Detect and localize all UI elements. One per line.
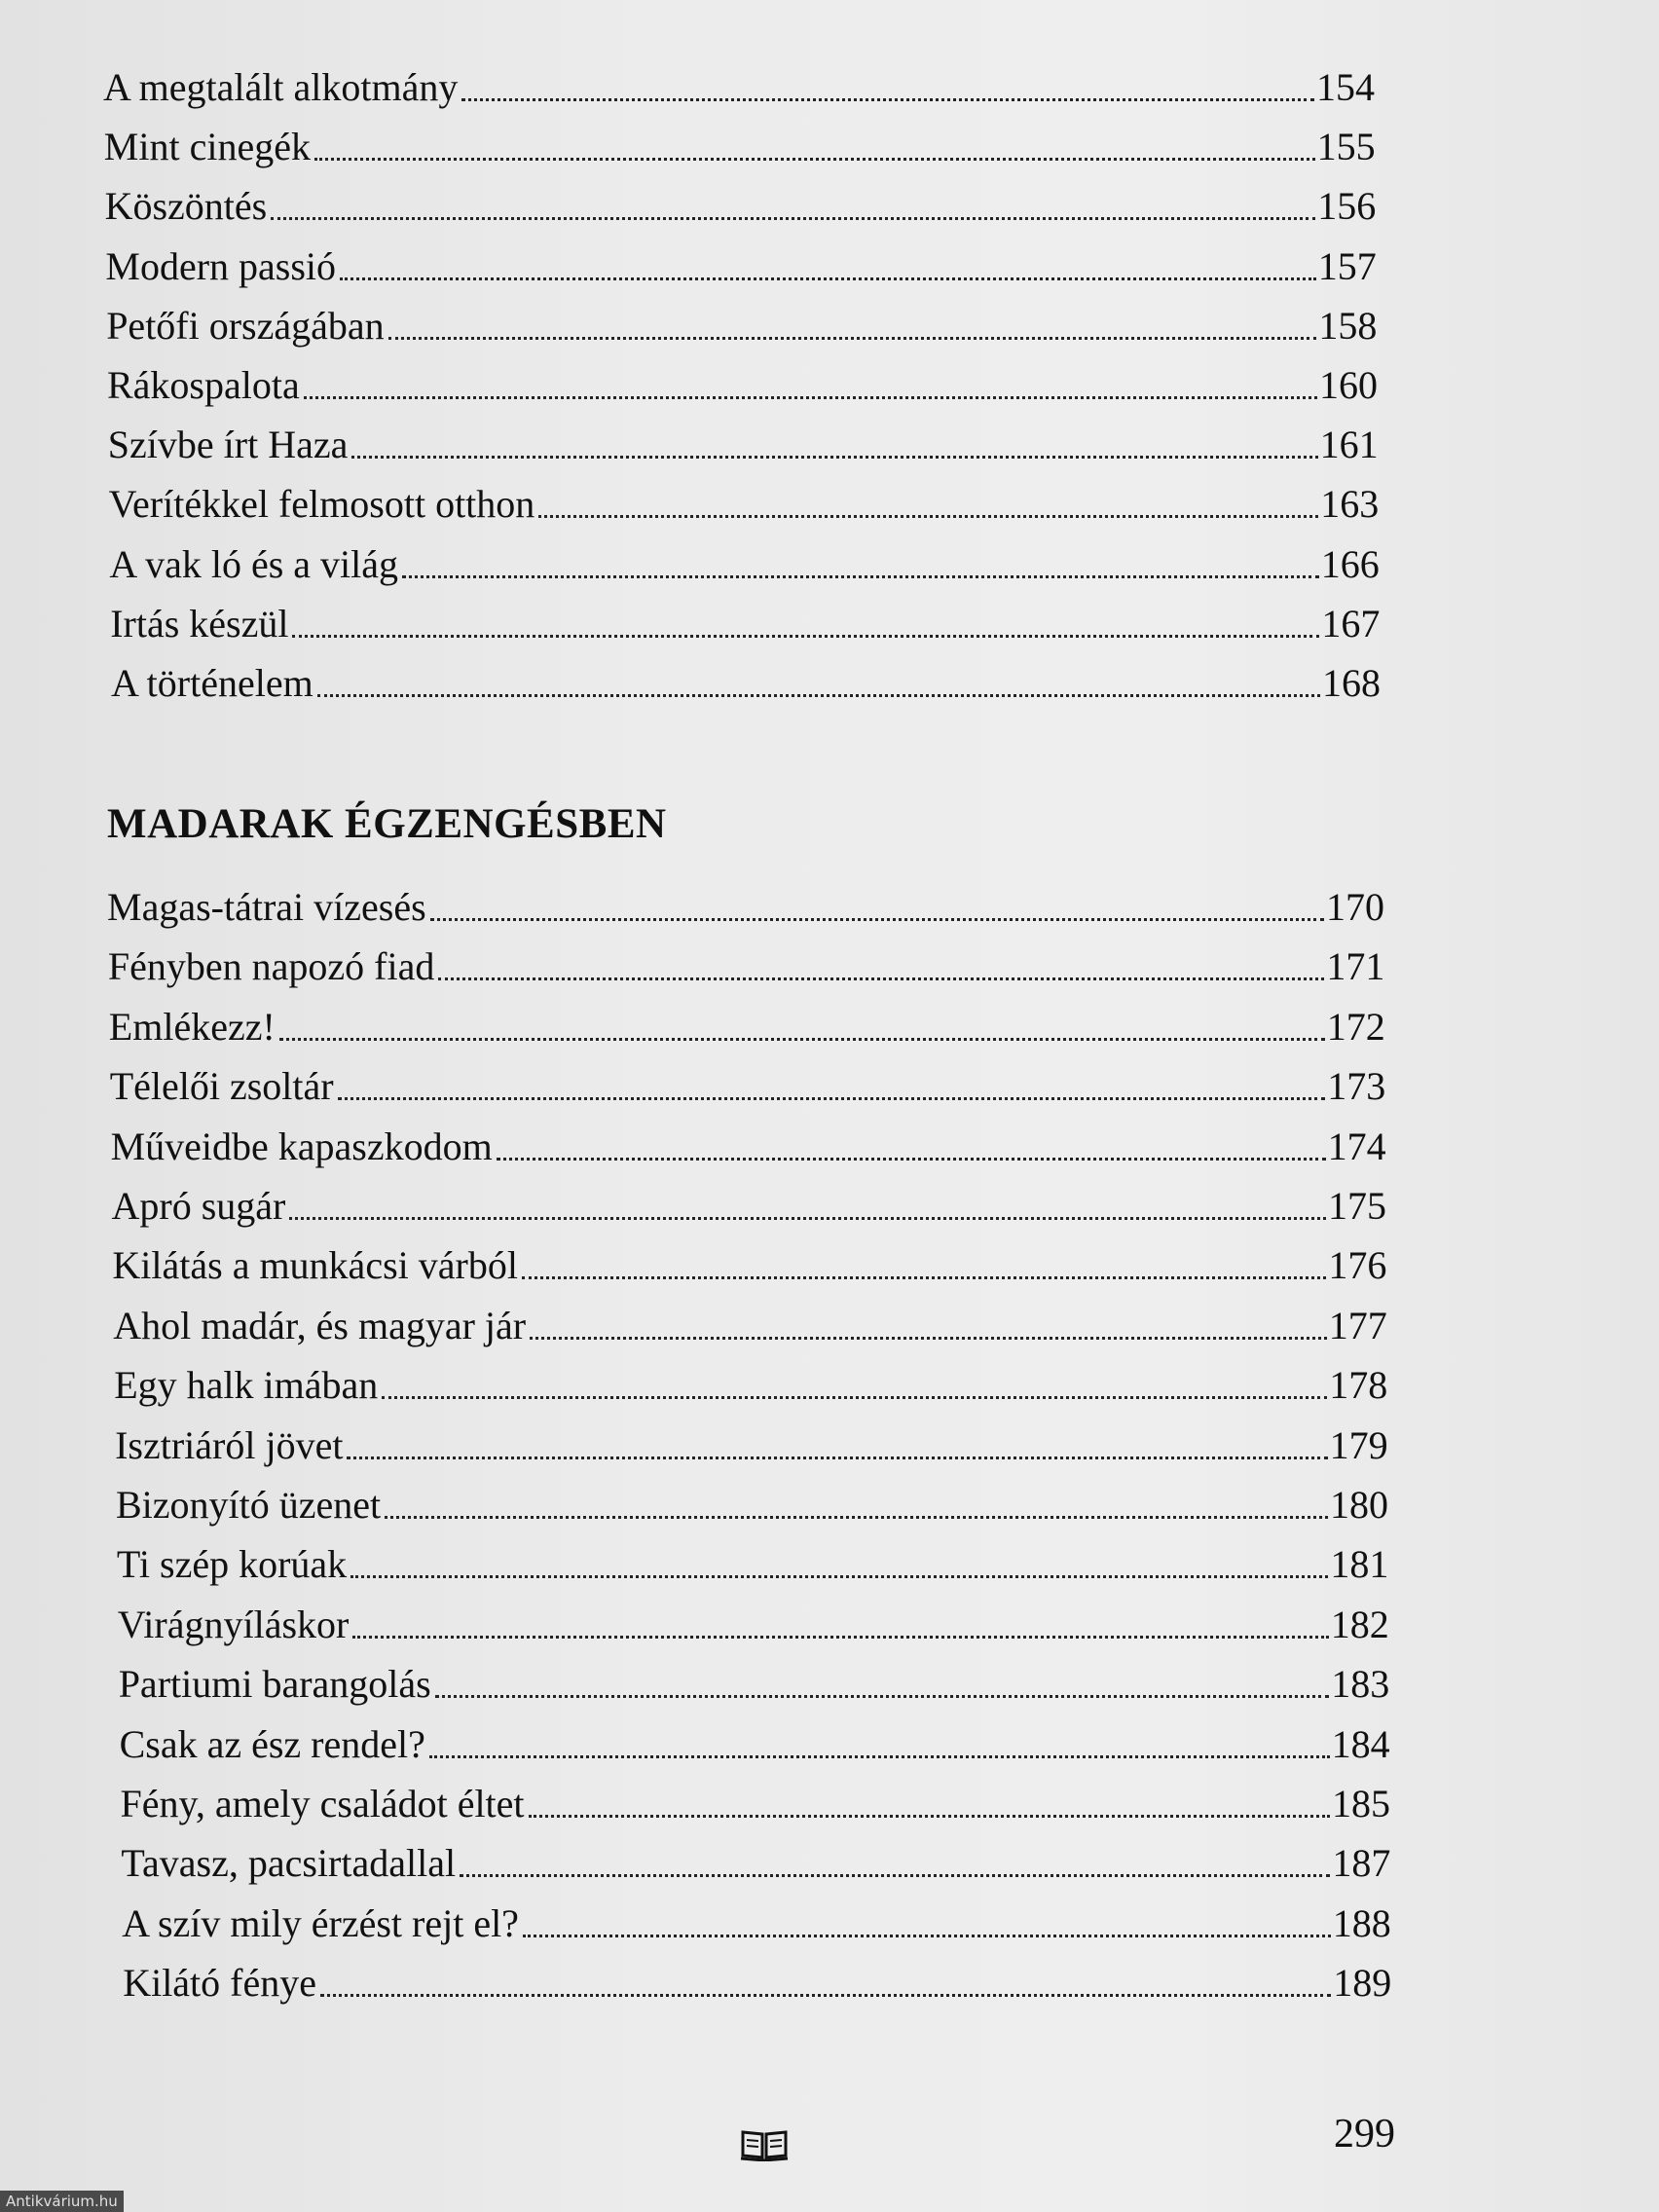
dot-leader: [317, 694, 1320, 697]
dot-leader: [429, 1755, 1330, 1758]
toc-entry-page: 182: [1330, 1602, 1389, 1646]
toc-entry-page: 171: [1326, 944, 1385, 989]
dot-leader: [523, 1935, 1331, 1937]
toc-entry: [111, 1124, 1386, 1170]
toc-entry-title: Modern passió: [105, 243, 337, 288]
toc-entry-page: 185: [1332, 1782, 1390, 1825]
toc-entry-title: Műveidbe kapaszkodom: [110, 1124, 493, 1168]
toc-entry: [109, 541, 1379, 588]
toc-entry: [108, 422, 1379, 468]
toc-entry-page: 179: [1329, 1422, 1388, 1467]
toc-entry-page: 172: [1326, 1004, 1385, 1049]
toc-entry-title: Köszöntés: [104, 184, 268, 229]
toc-entry-title: Ti szép korúak: [116, 1542, 348, 1587]
toc-entry-page: 168: [1322, 661, 1381, 705]
dot-leader: [529, 1815, 1330, 1818]
dot-leader: [388, 337, 1317, 340]
toc-entry: [122, 1900, 1391, 1947]
dot-leader: [497, 1158, 1326, 1161]
toc-entry-page: 166: [1320, 541, 1380, 586]
watermark: Antikvárium.hu: [0, 2191, 124, 2212]
toc-entry: [121, 1840, 1390, 1887]
toc-entry: [116, 1482, 1388, 1529]
toc-entry-title: Csak az ész rendel?: [119, 1721, 425, 1766]
toc-entry: [118, 1602, 1389, 1648]
toc-entry: [106, 303, 1377, 350]
dot-leader: [402, 575, 1319, 578]
dot-leader: [320, 1994, 1331, 1997]
toc-entry: [105, 183, 1377, 230]
toc-entry-page: 174: [1327, 1124, 1386, 1168]
toc-entry: [121, 1781, 1391, 1827]
toc-entry: [115, 1422, 1388, 1469]
toc-entry-page: 189: [1333, 1961, 1392, 2006]
open-book-icon: [740, 2128, 789, 2161]
toc-entry-page: 157: [1317, 243, 1377, 288]
dot-leader: [271, 217, 1315, 220]
toc-entry-title: Emlékezz!: [108, 1004, 276, 1049]
toc-entry-page: 177: [1328, 1303, 1387, 1347]
toc-entry: [103, 64, 1375, 111]
toc-entry-title: Irtás készül: [110, 601, 289, 645]
dot-leader: [461, 98, 1314, 101]
dot-leader: [351, 456, 1317, 459]
dot-leader: [292, 635, 1319, 638]
dot-leader: [340, 277, 1316, 280]
toc-entry: [119, 1661, 1390, 1708]
toc-entry-page: 170: [1326, 885, 1384, 929]
dot-leader: [352, 1636, 1328, 1639]
toc-entry-page: 178: [1329, 1363, 1388, 1408]
toc-entry-page: 167: [1321, 601, 1381, 645]
toc-entry-title: Télelői zsoltár: [109, 1064, 334, 1109]
dot-leader: [385, 1516, 1328, 1519]
toc-entry-title: A történelem: [111, 661, 313, 705]
toc-entry-page: 180: [1330, 1483, 1388, 1527]
toc-entry: [110, 601, 1380, 647]
toc-entry-page: 155: [1316, 125, 1376, 169]
dot-leader: [522, 1276, 1326, 1279]
toc-entry: [112, 1242, 1386, 1289]
toc-entry-title: Partiumi barangolás: [118, 1662, 431, 1707]
toc-entry-page: 184: [1331, 1721, 1390, 1766]
toc-entry-title: Magas-tátrai vízesés: [107, 885, 426, 929]
section-heading: MADARAK ÉGZENGÉSBEN: [107, 801, 667, 847]
toc-entry-page: 175: [1328, 1184, 1386, 1228]
toc-entry: [123, 1960, 1391, 2007]
toc-entry-page: 160: [1319, 363, 1378, 407]
toc-entry-page: 158: [1318, 303, 1378, 348]
dot-leader: [338, 1097, 1326, 1100]
dot-leader: [538, 515, 1318, 518]
toc-entry: [109, 481, 1380, 528]
toc-entry-title: Virágnyíláskor: [117, 1602, 350, 1646]
toc-entry-title: Tavasz, pacsirtadallal: [121, 1841, 457, 1886]
toc-entry: [104, 124, 1376, 170]
dot-leader: [435, 1695, 1329, 1698]
dot-leader: [382, 1396, 1327, 1399]
toc-entry: [112, 1183, 1387, 1230]
toc-entry-title: Rákospalota: [107, 363, 300, 407]
dot-leader: [289, 1217, 1326, 1220]
toc-entry-title: Petőfi országában: [106, 303, 385, 348]
toc-entry-title: Kilátás a munkácsi várból: [112, 1243, 518, 1288]
toc-entry-page: 176: [1328, 1243, 1387, 1288]
dot-leader: [314, 158, 1315, 161]
toc-entry: [114, 1362, 1387, 1409]
toc-entry-title: Egy halk imában: [114, 1363, 379, 1408]
toc-entry: [105, 243, 1376, 290]
toc-entry: [120, 1721, 1390, 1768]
toc-entry-title: Bizonyító üzenet: [116, 1483, 382, 1527]
toc-entry-title: A megtalált alkotmány: [103, 65, 459, 109]
toc-entry-page: 173: [1327, 1064, 1386, 1109]
toc-entry: [107, 884, 1384, 931]
toc-entry-title: Ahol madár, és magyar jár: [113, 1303, 527, 1347]
dot-leader: [347, 1456, 1327, 1459]
toc-entry-title: Fény, amely családot éltet: [120, 1782, 525, 1825]
toc-entry: [113, 1303, 1387, 1349]
toc-entry: [108, 943, 1385, 990]
toc-entry-page: 161: [1319, 423, 1379, 467]
dot-leader: [438, 977, 1324, 980]
toc-entry: [109, 1004, 1385, 1051]
toc-entry-title: A szív mily érzést rejt el?: [122, 1900, 519, 1945]
dot-leader: [350, 1575, 1328, 1578]
toc-entry-page: 187: [1332, 1841, 1391, 1886]
toc-entry: [117, 1541, 1389, 1588]
toc-entry-title: Apró sugár: [111, 1184, 286, 1228]
page-number: 299: [1334, 2112, 1395, 2157]
toc-entry-title: Mint cinegék: [103, 125, 311, 169]
toc-entry-page: 163: [1320, 482, 1380, 527]
dot-leader: [430, 918, 1324, 921]
toc-entry-title: Fényben napozó fiad: [107, 944, 435, 989]
toc-entry-page: 188: [1332, 1900, 1391, 1945]
dot-leader: [530, 1337, 1327, 1340]
toc-entry-page: 183: [1331, 1662, 1390, 1707]
toc-entry-title: Szívbe írt Haza: [107, 423, 349, 467]
toc-entry: [110, 1063, 1386, 1110]
toc-entry-title: Verítékkel felmosott otthon: [108, 482, 535, 527]
toc-entry: [111, 660, 1381, 707]
dot-leader: [460, 1874, 1330, 1877]
toc-entry-page: 181: [1330, 1542, 1389, 1587]
toc-entry: [107, 362, 1378, 409]
toc-entry-title: Kilátó fénye: [123, 1961, 316, 2006]
toc-entry-page: 156: [1317, 184, 1377, 229]
dot-leader: [304, 396, 1317, 399]
dot-leader: [279, 1038, 1325, 1041]
toc-entry-page: 154: [1316, 65, 1375, 109]
toc-entry-title: A vak ló és a világ: [109, 541, 398, 586]
toc-entry-title: Isztriáról jövet: [115, 1422, 344, 1467]
